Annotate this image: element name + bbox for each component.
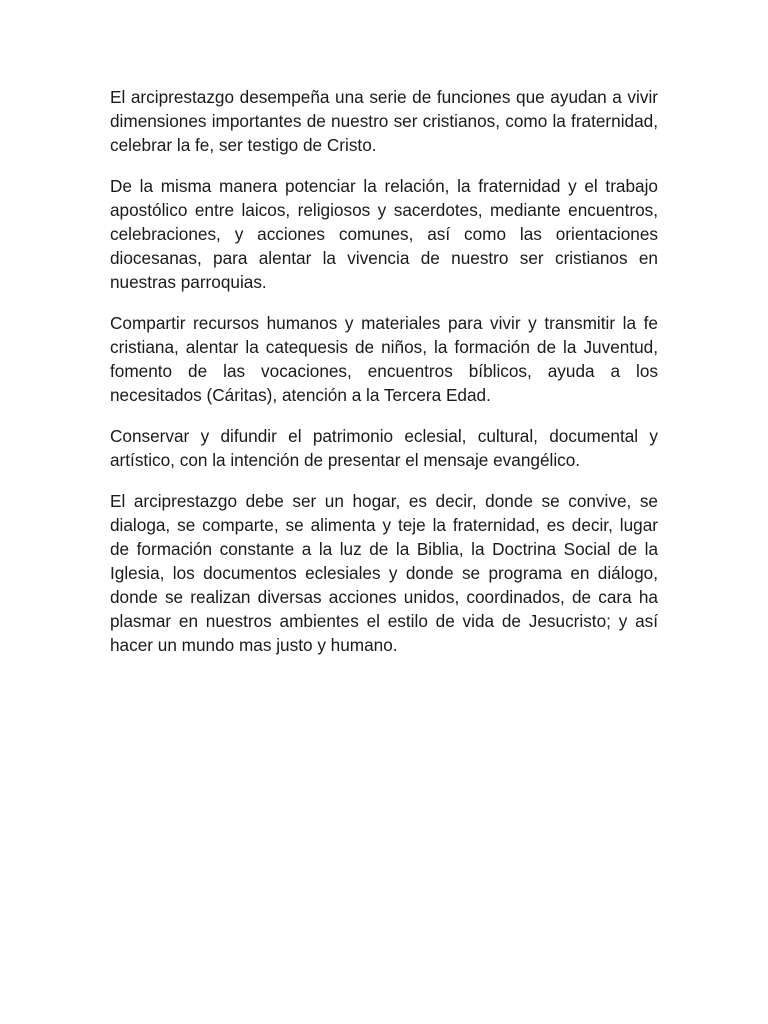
- paragraph-1: El arciprestazgo desempeña una serie de funciones que ayudan a vivir dimensiones importantes de nuestro ser cristianos, como la fraternidad, celebrar la fe, ser testigo de Cristo.: [110, 87, 658, 155]
- paragraph-2: De la misma manera potenciar la relación, la fraternidad y el trabajo apostólico entre laicos, religiosos y sacerdotes, mediante encuentros, celebraciones, y acciones comunes, así como las orientaciones diocesanas, para alentar la vivencia de nuestro ser cristianos en nuestras parroquias.: [110, 176, 658, 292]
- document-body: [110, 85, 658, 674]
- paragraph-4: Conservar y difundir el patrimonio eclesial, cultural, documental y artístico, con la intención de presentar el mensaje evangélico.: [110, 426, 658, 470]
- paragraph-3: Compartir recursos humanos y materiales para vivir y transmitir la fe cristiana, alentar la catequesis de niños, la formación de la Juventud, fomento de las vocaciones, encuentros bíblicos, ayuda a los necesitados (Cáritas), atención a la Tercera Edad.: [110, 313, 658, 405]
- paragraph-5: El arciprestazgo debe ser un hogar, es decir, donde se convive, se dialoga, se comparte, se alimenta y teje la fraternidad, es decir, lugar de formación constante a la luz de la Biblia, la Doctrina Social de la Iglesia, los documentos eclesiales y donde se programa en diálogo, donde se realizan diversas acciones unidos, coordinados, de cara ha plasmar en nuestros ambientes el estilo de vida de Jesucristo; y así hacer un mundo mas justo y humano.: [110, 491, 658, 655]
